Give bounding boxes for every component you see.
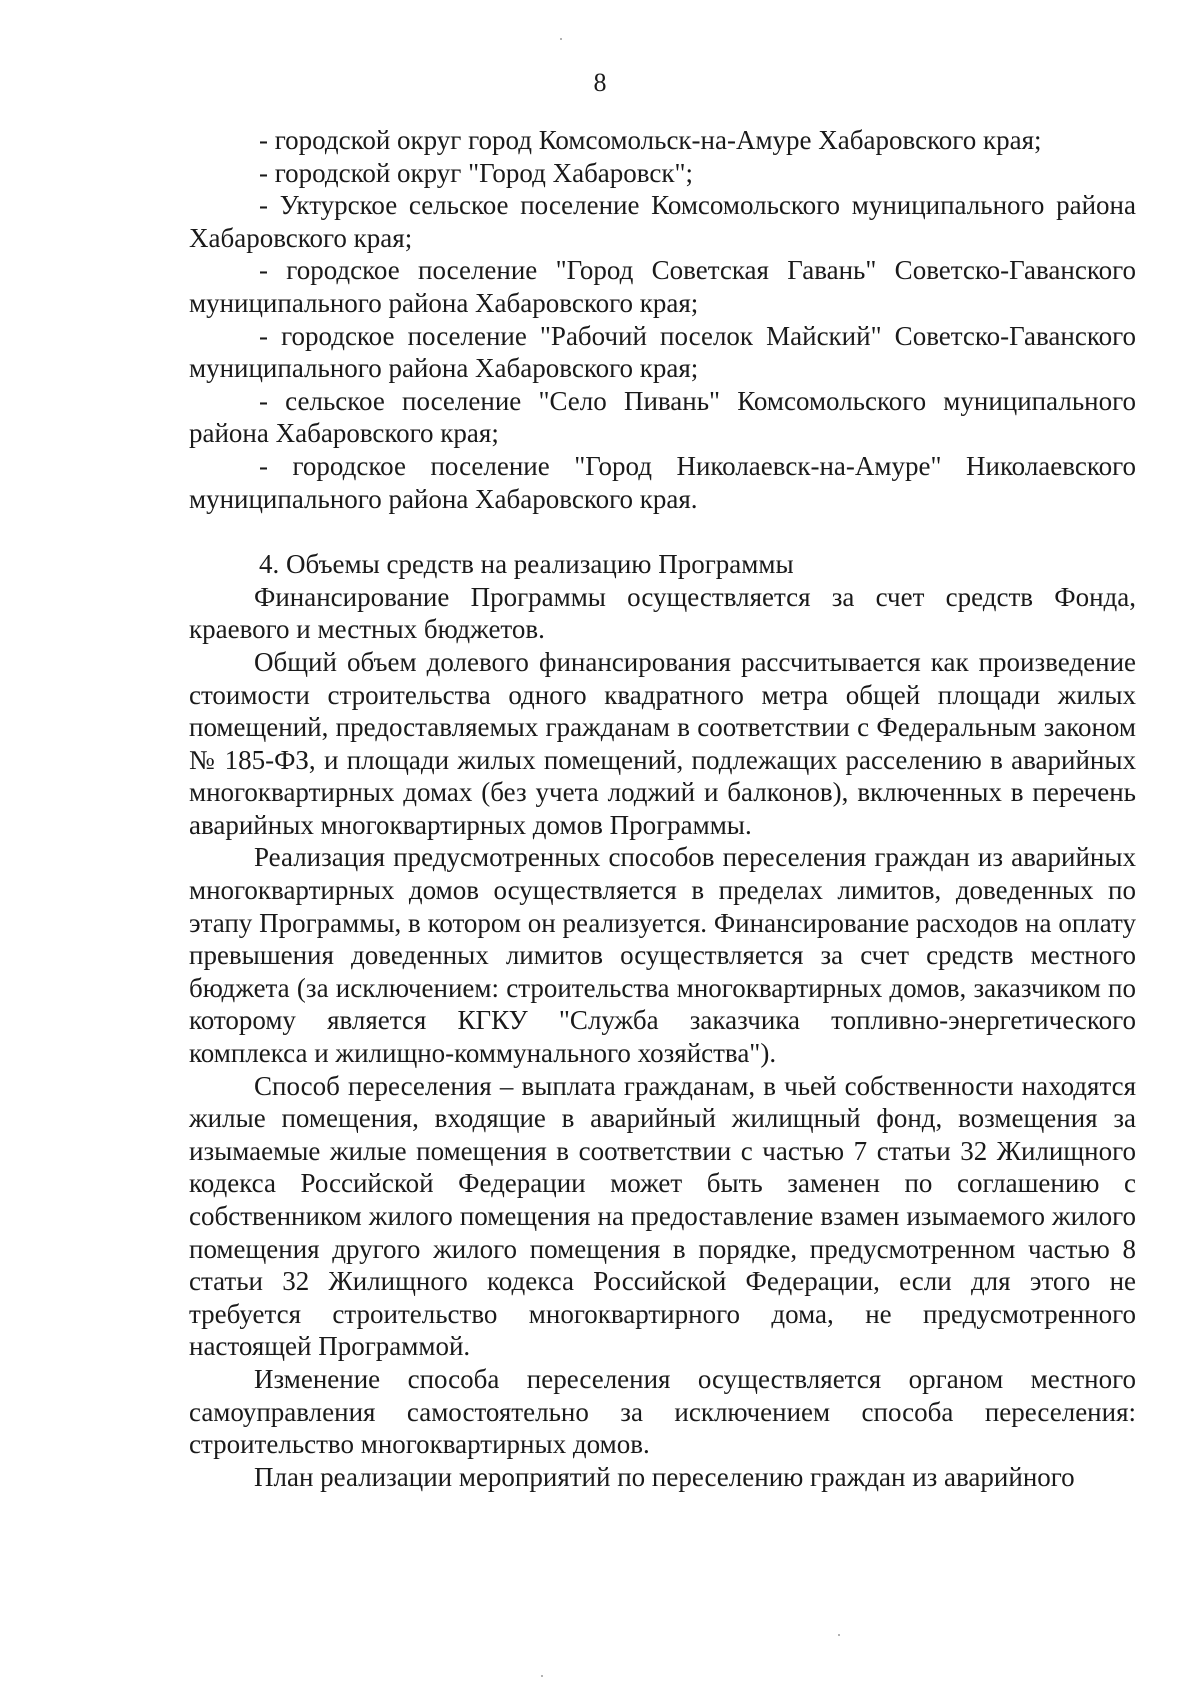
list-item: - городской округ город Комсомольск-на-Амуре Хабаровского края; <box>259 125 1042 155</box>
scan-speck <box>838 1634 840 1636</box>
document-body <box>189 124 1136 1493</box>
list-item: - сельское поселение "Село Пивань" Комсомольского муниципального района Хабаровского края; <box>189 385 1136 449</box>
paragraph: План реализации мероприятий по переселению граждан из аварийного <box>254 1461 1075 1492</box>
scan-speck <box>541 1675 543 1677</box>
paragraph: Изменение способа переселения осуществляется органом местного самоуправления самостоятельно за исключением способа переселения: строительство многоквартирных домов. <box>189 1363 1136 1460</box>
paragraph: Финансирование Программы осуществляется за счет средств Фонда, краевого и местных бюджетов. <box>189 581 1136 645</box>
scan-speck <box>560 38 562 40</box>
municipality-list <box>189 124 1136 515</box>
list-item: - городской округ "Город Хабаровск"; <box>259 157 694 188</box>
list-item: - городское поселение "Город Советская Гавань" Советско-Гаванского муниципального района Хабаровского края; <box>189 255 1136 318</box>
paragraph: Способ переселения – выплата гражданам, в чьей собственности находятся жилые помещения, входящие в аварийный жилищный фонд, возмещения за изымаемые жилые помещения в соответствии с частью 7 статьи 32 Жилищного кодекса Российской Федерации может быть заменен по соглашению с собственником жилого помещения на предоставление взамен изымаемого жилого помещения другого жилого помещения в порядке, предусмотренном частью 8 статьи 32 Жилищного кодекса Российской Федерации, если для этого не требуется строительство многоквартирного дома, не предусмотренного настоящей Программой. <box>189 1070 1136 1362</box>
list-item: - Уктурское сельское поселение Комсомольского муниципального района Хабаровского края; <box>189 190 1136 253</box>
list-item: - городское поселение "Рабочий поселок Майский" Советско-Гаванского муниципального района Хабаровского края; <box>189 320 1136 384</box>
page-number: 8 <box>593 68 607 97</box>
section-body <box>189 581 1136 1494</box>
list-item: - городское поселение "Город Николаевск-на-Амуре" Николаевского муниципального района Хабаровского края. <box>189 450 1136 514</box>
section-heading: 4. Объемы средств на реализацию Программы <box>259 549 794 580</box>
paragraph: Общий объем долевого финансирования рассчитывается как произведение стоимости строительства одного квадратного метра общей площади жилых помещений, предоставляемых гражданам в соответствии с Федеральным законом № 185-ФЗ, и площади жилых помещений, подлежащих расселению в аварийных многоквартирных домах (без учета лоджий и балконов), включенных в перечень аварийных многоквартирных домов Программы. <box>189 646 1136 840</box>
paragraph: Реализация предусмотренных способов переселения граждан из аварийных многоквартирных домов осуществляется в пределах лимитов, доведенных по этапу Программы, в котором он реализуется. Финансирование расходов на оплату превышения доведенных лимитов осуществляется за счет средств местного бюджета (за исключением: строительства многоквартирных домов, заказчиком по которому является КГКУ "Служба заказчика топливно-энергетического комплекса и жилищно-коммунального хозяйства"). <box>189 842 1136 1069</box>
